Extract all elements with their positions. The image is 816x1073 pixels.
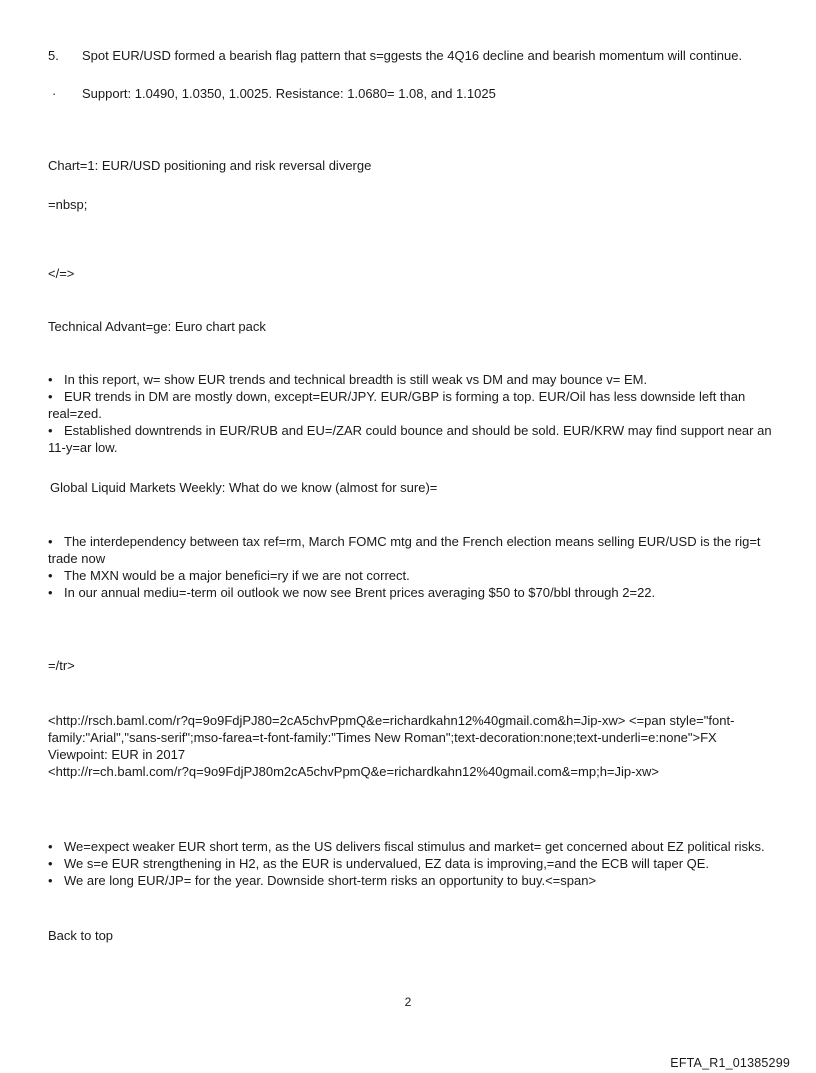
section-title-technical-advantage: Technical Advant=ge: Euro chart pack xyxy=(48,319,266,334)
bullet-list-technical xyxy=(48,371,776,456)
middle-dot-bullet: · xyxy=(52,86,57,101)
nbsp-artifact: =nbsp; xyxy=(48,197,88,212)
list-item: • We=expect weaker EUR short term, as the US delivers fiscal stimulus and market= get concerned about EZ political risks. xyxy=(48,839,765,854)
item-number: 5. xyxy=(48,48,59,63)
section-title-global-liquid-markets: Global Liquid Markets Weekly: What do we know (almost for sure)= xyxy=(50,480,438,495)
bullet-icon: • xyxy=(48,585,53,600)
list-item: • In our annual mediu=-term oil outlook we now see Brent prices averaging $50 to $70/bbl through 2=22. xyxy=(48,585,656,600)
list-item: • The MXN would be a major benefici=ry if we are not correct. xyxy=(48,568,410,583)
bullet-icon: • xyxy=(48,568,53,583)
list-item: • The interdependency between tax ref=rm, March FOMC mtg and the French election means selling EUR/USD is the rig=t trade now xyxy=(48,534,761,566)
bullet-icon: • xyxy=(48,856,53,871)
item-text: Spot EUR/USD formed a bearish flag pattern that s=ggests the 4Q16 decline and bearish momentum will continue. xyxy=(82,48,743,63)
support-text: Support: 1.0490, 1.0350, 1.0025. Resistance: 1.0680= 1.08, and 1.1025 xyxy=(82,86,496,101)
link-text[interactable]: <http://rsch.baml.com/r?q=9o9FdjPJ80=2cA5chvPpmQ&e=richardkahn12%40gmail.com&h=Jip-xw> <=pan style="font-family:"Arial","sans-serif";mso-farea=t-font-family:"Times New Roman";text-decoration:none;text-underli=e:none">FX Viewpoint: EUR in 2017 xyxy=(48,713,735,762)
bullet-icon: • xyxy=(48,423,53,438)
link-url-2[interactable]: <http://r=ch.baml.com/r?q=9o9FdjPJ80m2cA5chvPpmQ&e=richardkahn12%40gmail.com&=mp;h=Jip-xw> xyxy=(48,764,659,779)
page-number: 2 xyxy=(404,995,412,1009)
list-item: • In this report, w= show EUR trends and technical breadth is still weak vs DM and may bounce v= EM. xyxy=(48,372,648,387)
bullet-icon: • xyxy=(48,839,53,854)
list-item: • Established downtrends in EUR/RUB and EU=/ZAR could bounce and should be sold. EUR/KRW may find support near an 11-y=ar low. xyxy=(48,423,772,455)
bullet-icon: • xyxy=(48,534,53,549)
bullet-icon: • xyxy=(48,389,53,404)
bullet-icon: • xyxy=(48,873,53,888)
list-item: • We s=e EUR strengthening in H2, as the EUR is undervalued, EZ data is improving,=and the ECB will taper QE. xyxy=(48,856,710,871)
back-to-top-link[interactable]: Back to top xyxy=(48,928,114,943)
tr-tag-artifact: =/tr> xyxy=(48,658,75,673)
list-item: • We are long EUR/JP= for the year. Downside short-term risks an opportunity to buy.<=span> xyxy=(48,873,597,888)
close-tag-artifact: </=> xyxy=(48,266,75,281)
list-item: • EUR trends in DM are mostly down, except=EUR/JPY. EUR/GBP is forming a top. EUR/Oil has less downside left than real=zed. xyxy=(48,389,746,421)
fx-viewpoint-link[interactable] xyxy=(48,712,776,780)
document-id-footer: EFTA_R1_01385299 xyxy=(670,1056,790,1070)
bullet-list-global xyxy=(48,533,776,601)
bullet-list-fx-viewpoint xyxy=(48,838,776,889)
bullet-icon: • xyxy=(48,372,53,387)
chart-caption: Chart=1: EUR/USD positioning and risk reversal diverge xyxy=(48,158,372,173)
